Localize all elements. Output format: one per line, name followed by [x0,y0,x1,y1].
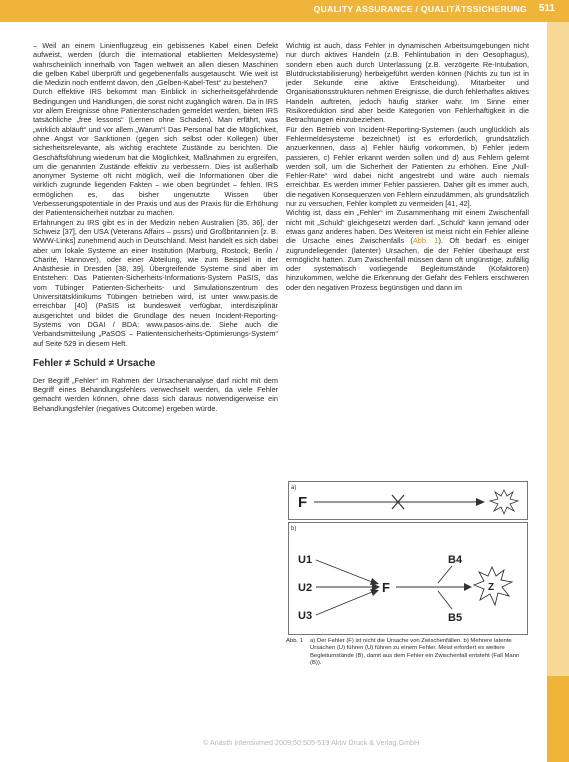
paragraph: Durch effektive IRS bekommt man Einblick in sicherheitsgefährdende Bedingungen und Handlungen, die sonst nicht zugänglich wären. Da in IRS vor allem Ereignisse ohne Patientenschaden gemeldet werden, bieten IRS tatsächliche „free lessons“ (Lernen ohne Schaden). Man erfährt, was „wirklich abläuft“ und vor allem „Warum“! Das Personal hat die Möglichkeit, ohne Angst vor Sanktionen (gegen sich selbst oder Kollegen) über sicherheitsrelevante, als wichtig erachtete Zustände zu berichten. Die Geschäftsführung wiederum hat die Möglichkeit, Maßnahmen zu ergreifen, um die genannten Zustände effektiv zu verbessern. Dies ist außerhalb anonymer Systeme oft nicht möglich, weil die Informationen über die wirklich zugrunde liegenden Fakten – wie oben begründet – fehlen. IRS ermöglichen es, das bisher ungenutzte Wissen über Verbesserungspotentiale in der Praxis und aus der Praxis für die Erhöhung der Patientensicherheit nutzbar zu machen. [33,87,278,218]
paragraph: Wichtig ist auch, dass Fehler in dynamischen Arbeitsumgebungen nicht nur durch aktives Handeln (z.B. Fehlintubation in den Oesophagus), sondern eben auch durch Unterlassung (z.B. verzögerte Re-Intubation, Blutdruckstabilisierung) herbeigeführt werden können (Nichts zu tun ist in jeder Sekunde eine aktive Entscheidung). Mitarbeiter und Organisationsstrukturen nehmen Ereignisse, die durch fehlerhaftes aktives Handeln auftreten, jedoch häufig stärker wahr. Im Sinne einer Risikoreduktion sind aber beide Kategorien von Fehlerhaftigkeit in die Betrachtungen einzubeziehen. [286,41,529,125]
caption-label: Abb. 1 [286,638,304,644]
fault-label: F [298,494,308,511]
fault-label: F [382,580,390,595]
paragraph-text: Wichtig ist, dass ein „Fehler“ im Zusammenhang mit einem Zwischenfall nicht mit „Schuld“ gleichgesetzt werden darf. „Schuld“ kann jemand oder etwas ganz anderes haben. Des Weiteren ist meist nicht ein Fehler alleine die Ursache eines Zwischenfalls ( [286,208,529,246]
figure [288,481,528,635]
page-number: 511 [538,3,555,14]
paragraph-text: ). Oft bedarf es einiger zugrundeliegender (latenter) Ursachen, die der Fehler überhaupt erst ermöglicht hatten. Zum Zwischenfall müssen dann oft ungünstige, zufällig oder systematisch vorliegende Begleitumstände (Kofaktoren) hinzukommen, welche die Erkennung der Gefahr des Fehlers erschweren oder den negativen Prozess begünstigen und dann im [286,236,529,292]
cofactor-label: B5 [448,612,463,624]
event-label: Z [488,582,495,593]
panel-b-label: b) [291,526,297,532]
figure-reference[interactable]: Abb. 1 [412,236,439,246]
paragraph: – Weil an einem Linienflugzeug ein gebissenes Kabel einen Defekt aufweist, werden (durch die international etablierten Meldesysteme) wahrscheinlich innerhalb von Tagen weltweit an allen diesen Maschinen die gelben Kabel überprüft und gegebenenfalls ausgetauscht. Wie weit ist die Medizin noch entfernt davon, den „Gelben-Kabel-Test“ zu bestehen? [33,41,278,88]
footer: © Anästh Intensivmed 2009;50:505-519 Aktiv Druck & Verlag GmbH [203,738,420,747]
cofactor-label: B4 [448,554,463,566]
paragraph: Für den Betrieb von Incident-Reporting-Systemen (auch unglücklich als Fehlermeldesysteme bezeichnet) ist es erforderlich, grundsätzlich anzuerkennen, dass a) Fehler häufig vorkommen, b) Fehler jedem passieren, c) Fehler erkannt werden sollen und d) aus Fehlern gelernt werden soll, um die Sicherheit der Patienten zu erhöhen. Eine „Null-Fehler-Rate“ wird dabei nicht angestrebt und wäre auch niemals erreichbar. Es werden immer Fehler passieren. Daher gilt es immer auch, die negativen Konsequenzen von Fehlern einzudämmen, als grundsätzlich nur zu versuchen, Fehler komplett zu vermeiden [41, 42]. [286,124,529,209]
section-heading: Fehler ≠ Schuld ≠ Ursache [33,357,156,369]
figure-caption [286,638,529,668]
paragraph: Erfahrungen zu IRS gibt es in der Medizin neben Australien [35, 36], der Schweiz [37], den USA (Veterans Affairs – pssrs) und Großbritannien [z. B. WWW-Links] zunehmend auch in Deutschland. Meist handelt es sich dabei aber um lokale Systeme an einer Institution (Marburg, Rostock, Berlin / Charité, Hannover), oder einer Abteilung, wie zum Beispiel in der Anästhesie in Dresden [38, 39]. Übergreifende Systeme sind aber im Entstehen: Das Patienten-Sicherheits-Informations-System PaSIS, das vom Tübinger Patienten-Sicherheits- und Simulationszentrum des Universitätsklinikums Tübingen betrieben wird, ist unter www.pasis.de erreichbar [40] (PaSIS ist bundesweit verfügbar, interdisziplinär ausgerichtet und bildet die Grundlage des neuen Incident-Reporting-Systems von DGAI / BDA: www.pasos-ains.de. Siehe auch die Verbandsmitteilung „PaSOS – Patientensicherheits-Optimierungs-System“ auf Seite 529 in diesem Heft. [33,217,278,348]
header-bar [0,0,569,22]
header-title: QUALITY ASSURANCE / QUALITÄTSSICHERUNG [313,4,527,14]
figure-diagram [288,481,528,635]
panel-a-label: a) [291,485,297,491]
caption-text: a) Der Fehler (F) ist nicht die Ursache von Zwischenfällen. b) Mehrere latente Ursachen (U) führen (U) führen zu einem Fehler. Meist erfordert es weitere Begleitumstände (B), damit aus dem Fehler ein Zwischenfall entsteht (Fall Mann (B)). [310,638,520,667]
cause-label: U2 [298,582,313,594]
cause-label: U3 [298,610,313,622]
side-bar [547,22,569,762]
paragraph: Der Begriff „Fehler“ im Rahmen der Ursachenanalyse darf nicht mit dem Begriff eines Behandlungsfehlers verwechselt werden, da viele Fehler gemacht werden können, ohne dass sich daraus notwendigerweise ein Behandlungsfehler (negatives Outcome) ergeben würde. [33,375,278,413]
side-tab [547,676,569,762]
right-column [286,41,529,292]
cause-label: U1 [298,554,313,566]
left-column [33,41,278,413]
paragraph [286,208,529,292]
